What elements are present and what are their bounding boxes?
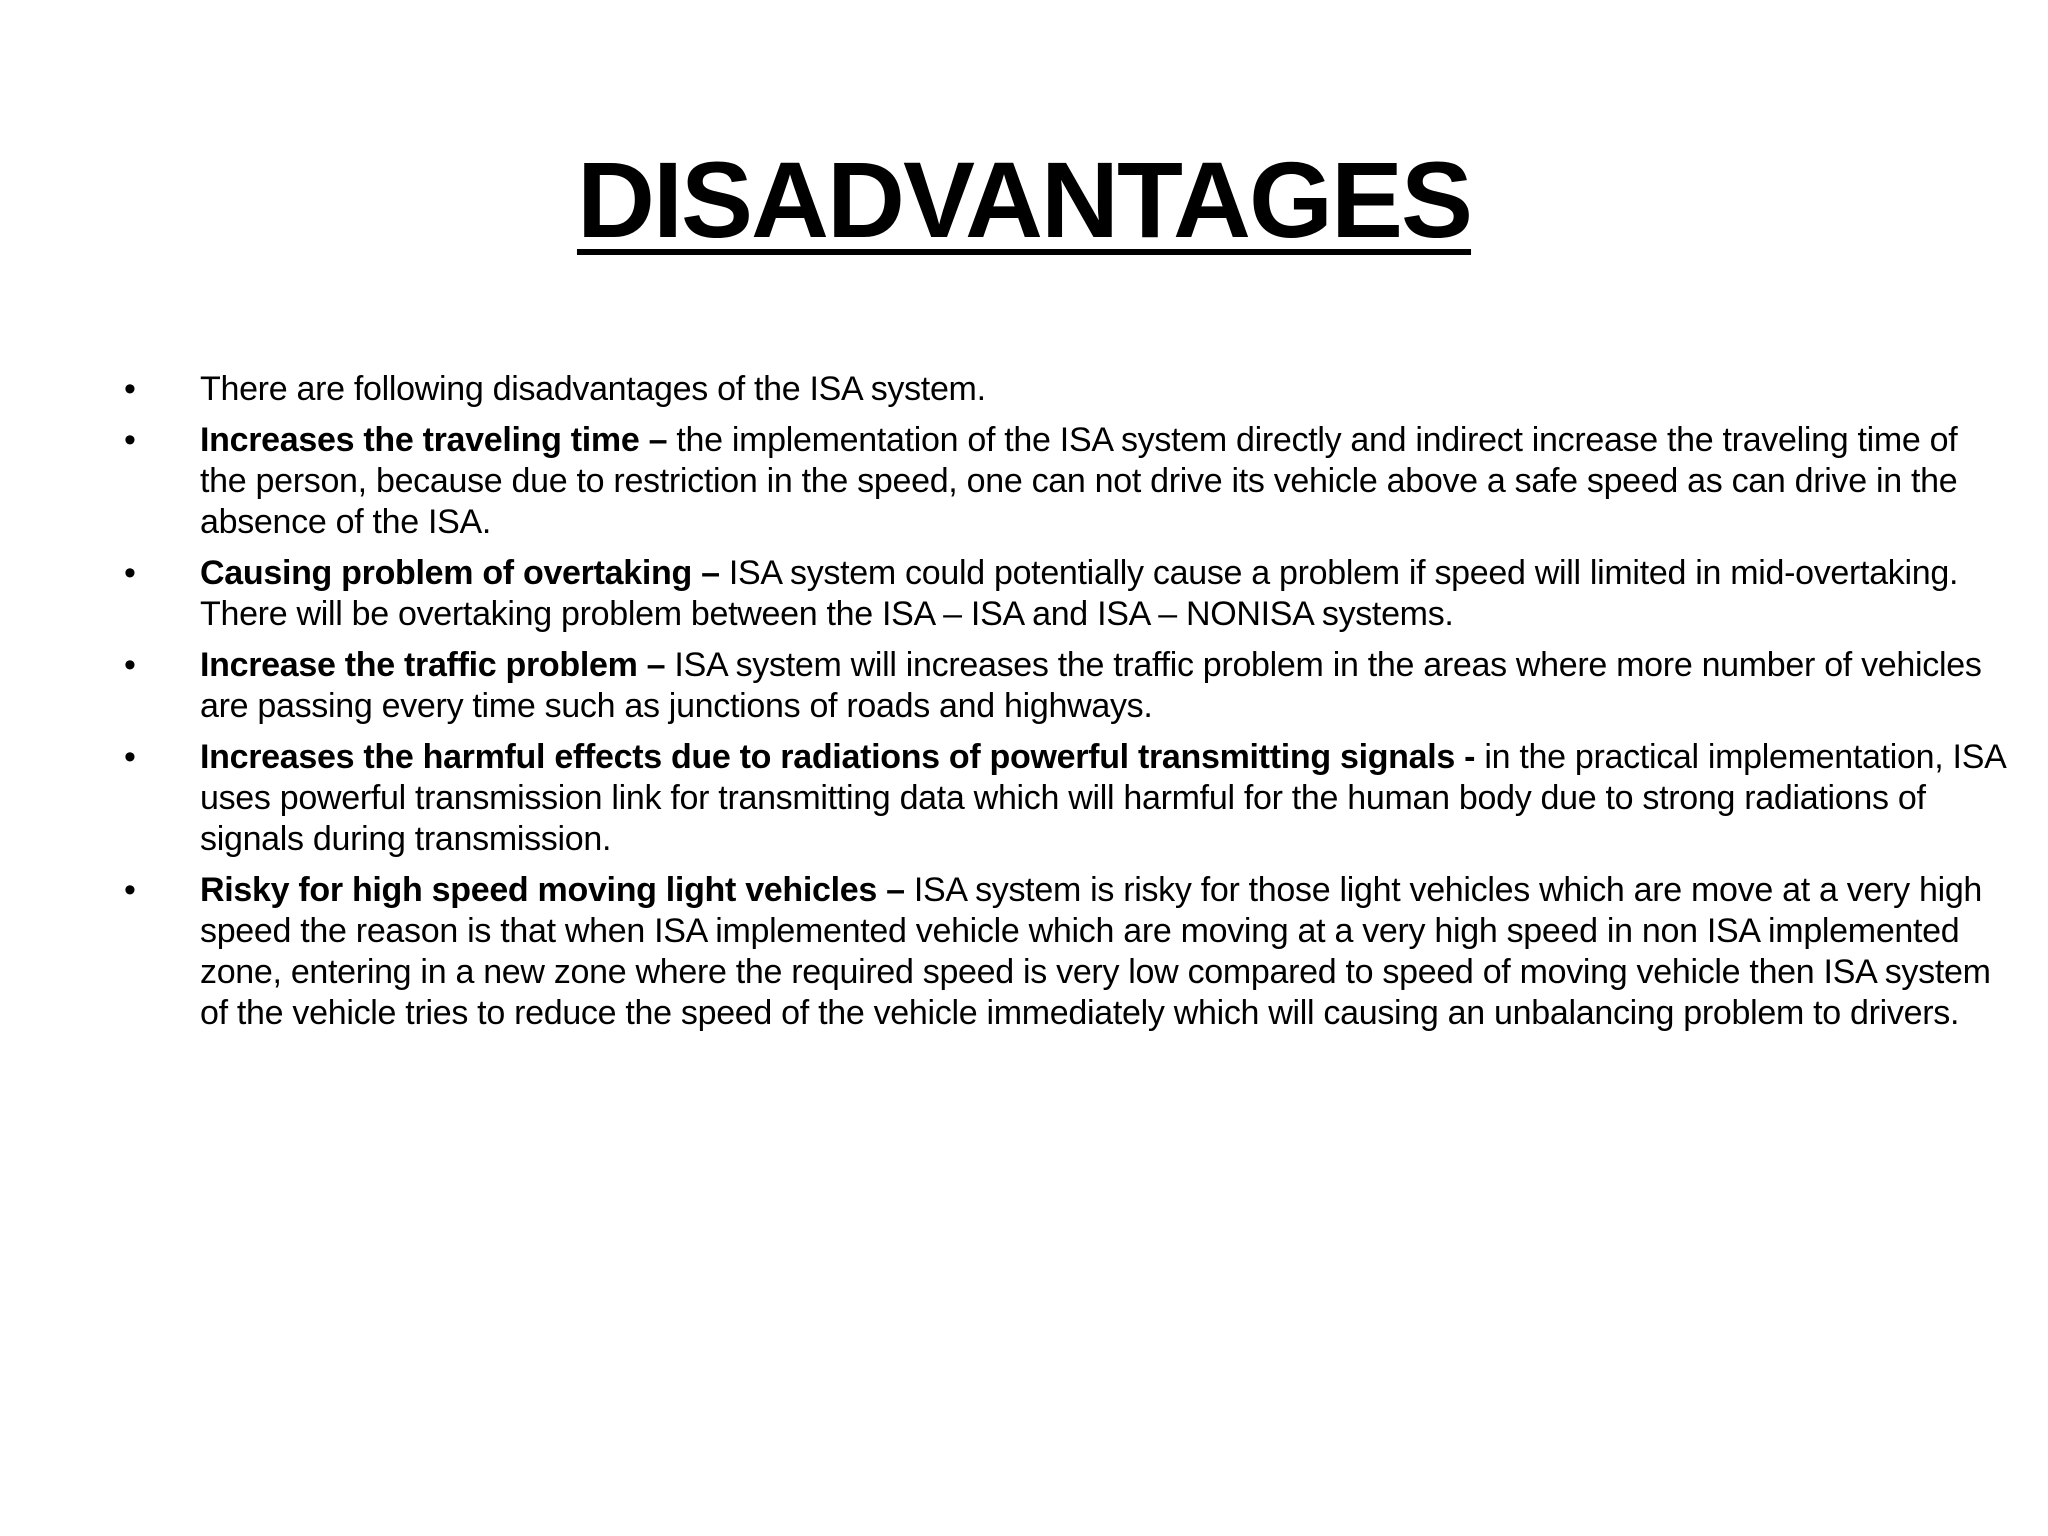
bullet-text [200,870,2008,1034]
bullet-dot-icon: • [124,871,136,909]
bullet-list [0,369,2048,1044]
slide-title: DISADVANTAGES [576,139,1472,260]
bullet-heading: Causing problem of overtaking – [200,554,720,592]
bullet-item-radiation [0,737,2048,860]
bullet-item-traffic [0,645,2048,727]
bullet-text [200,420,2008,543]
bullet-item-traveling-time [0,420,2048,543]
bullet-body: the implementation of the ISA system directly and indirect increase the traveling time of the person, because due to restriction in the speed, one can not drive its vehicle above a safe speed as can drive in the absence of the ISA. [200,421,1958,541]
bullet-item-intro [0,369,2048,410]
bullet-dot-icon: • [124,646,136,684]
bullet-heading: Increases the traveling time – [200,421,668,459]
bullet-body: There are following disadvantages of the ISA system. [200,370,986,408]
bullet-text [200,553,2008,635]
bullet-dot-icon: • [124,738,136,776]
bullet-heading: Risky for high speed moving light vehicles – [200,871,905,909]
bullet-item-light-vehicles [0,870,2048,1034]
bullet-text [200,645,2008,727]
bullet-body: ISA system will increases the traffic problem in the areas where more number of vehicles are passing every time such as junctions of roads and highways. [200,646,1982,725]
bullet-body: in the practical implementation, ISA uses powerful transmission link for transmitting data which will harmful for the human body due to strong radiations of signals during transmission. [200,738,2005,858]
bullet-dot-icon: • [124,554,136,592]
bullet-text [200,737,2008,860]
bullet-heading: Increase the traffic problem – [200,646,666,684]
bullet-dot-icon: • [124,421,136,459]
bullet-item-overtaking [0,553,2048,635]
bullet-text [200,369,2008,410]
bullet-body: ISA system is risky for those light vehicles which are move at a very high speed the reason is that when ISA implemented vehicle which are moving at a very high speed in non ISA implemented zone, entering in a new zone where the required speed is very low compared to speed of moving vehicle then ISA system of the vehicle tries to reduce the speed of the vehicle immediately which will causing an unbalancing problem to drivers. [200,871,1991,1032]
bullet-heading: Increases the harmful effects due to radiations of powerful transmitting signals - [200,738,1476,776]
bullet-body: ISA system could potentially cause a problem if speed will limited in mid-overtaking. There will be overtaking problem between the ISA – ISA and ISA – NONISA systems. [200,554,1959,633]
bullet-dot-icon: • [124,370,136,408]
